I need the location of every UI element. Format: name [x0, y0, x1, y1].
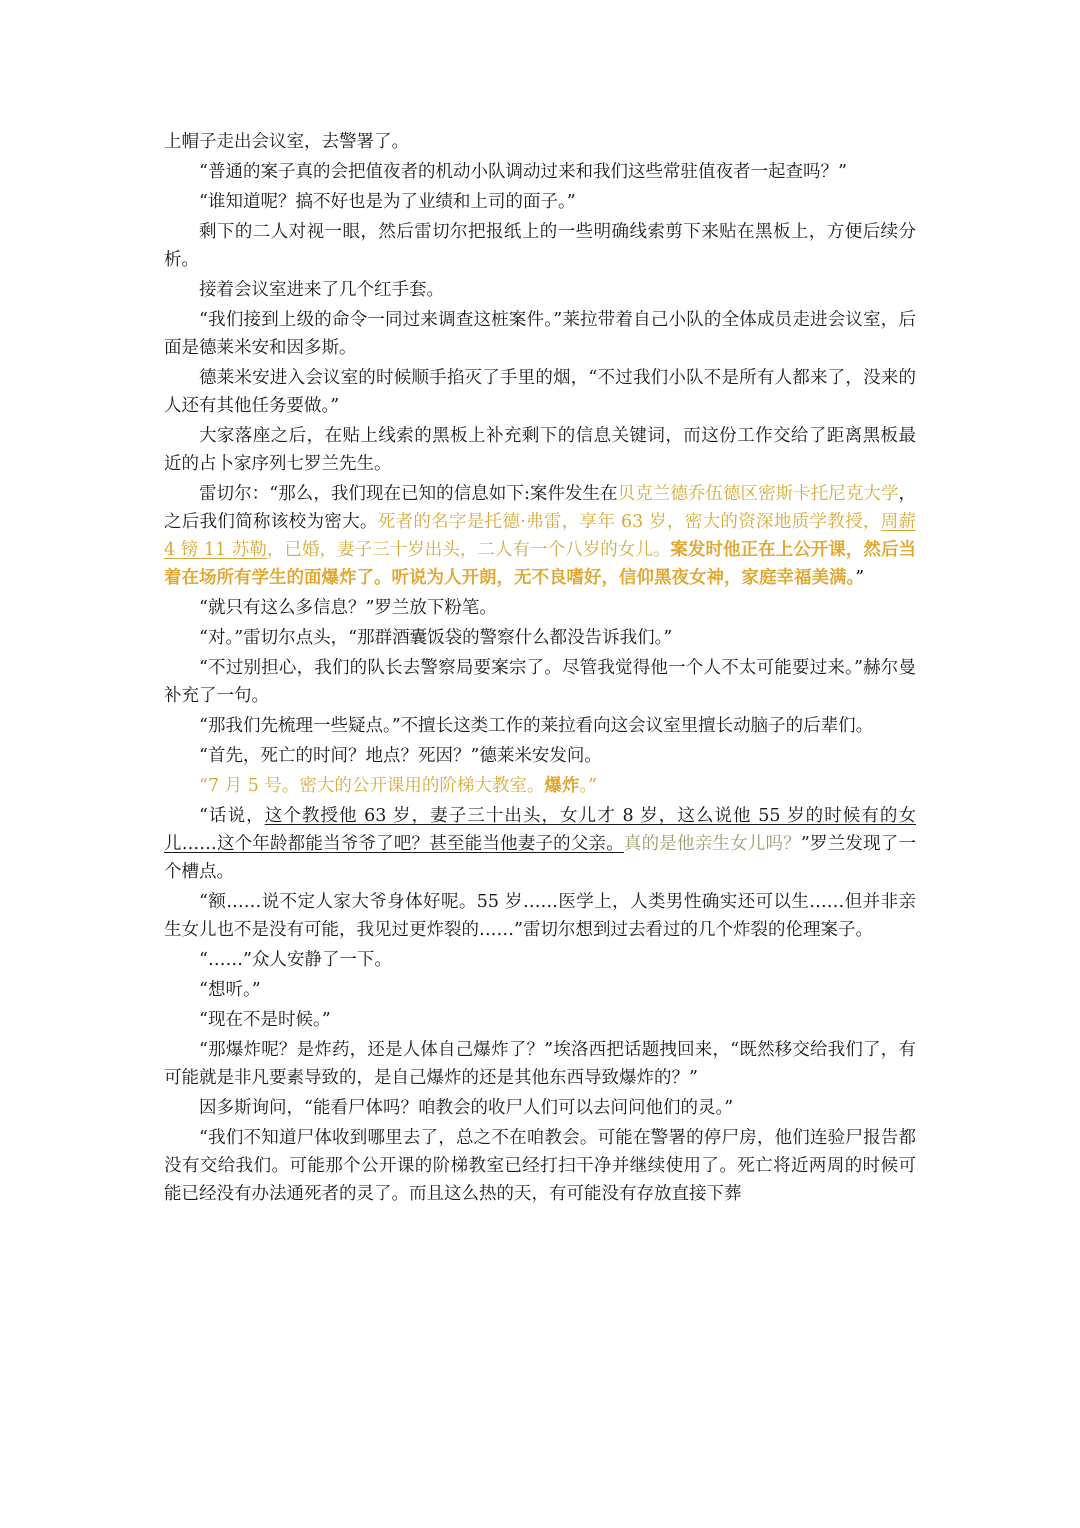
text-run: “现在不是时候。” — [199, 1010, 331, 1030]
highlight-time-place: “7 月 5 号。密大的公开课用的阶梯大教室。 — [199, 776, 545, 796]
highlight-salary: 周薪 4 镑 11 苏勒 — [164, 512, 916, 560]
text-run: “就只有这么多信息？”罗兰放下粉笔。 — [199, 598, 497, 618]
highlight-family: ，已婚，妻子三十岁出头，二人有一个八岁的女儿。 — [266, 540, 671, 560]
text-run: “那我们先梳理一些疑点。”不擅长这类工作的莱拉看向这会议室里擅长动脑子的后辈们。 — [199, 716, 874, 736]
highlight-close: 。” — [579, 776, 598, 796]
paragraph — [164, 976, 916, 1004]
text-run: 雷切尔：“那么，我们现在已知的信息如下:案件发生在 — [199, 484, 618, 504]
text-run: “额……说不定人家大爷身体好呢。55 岁……医学上，人类男性确实还可以生……但并非亲生女儿也不是没有可能，我见过更炸裂的……”雷切尔想到过去看过的几个炸裂的伦理案子。 — [164, 892, 916, 940]
text-run: “话说， — [199, 806, 265, 826]
paragraph-continuation — [164, 128, 916, 156]
text-run: “想听。” — [199, 980, 261, 1000]
text-run: 接着会议室进来了几个红手套。 — [199, 280, 444, 300]
text-run: 因多斯询问，“能看尸体吗？咱教会的收尸人们可以去问问他们的灵。” — [199, 1098, 734, 1118]
paragraph — [164, 158, 916, 186]
paragraph — [164, 1094, 916, 1122]
highlight-location: 贝克兰德乔伍德区密斯卡托尼克大学 — [617, 484, 899, 504]
paragraph — [164, 1124, 916, 1208]
text-run: 剩下的二人对视一眼，然后雷切尔把报纸上的一些明确线索剪下来贴在黑板上，方便后续分析。 — [164, 222, 916, 270]
paragraph-observation — [164, 802, 916, 886]
text-run: 德莱米安进入会议室的时候顺手掐灭了手里的烟，“不过我们小队不是所有人都来了，没来的人还有其他任务要做。” — [164, 368, 916, 416]
paragraph-case-info — [164, 480, 916, 592]
highlight-victim: 死者的名字是托德·弗雷，享年 63 岁，密大的资深地质学教授， — [377, 512, 881, 532]
paragraph — [164, 654, 916, 710]
text-run: “对。”雷切尔点头，“那群酒囊饭袋的警察什么都没告诉我们。” — [199, 628, 673, 648]
text-run: “普通的案子真的会把值夜者的机动小队调动过来和我们这些常驻值夜者一起查吗？” — [199, 162, 847, 182]
text-run: “谁知道呢？搞不好也是为了业绩和上司的面子。” — [199, 192, 576, 212]
text-run: 上帽子走出会议室，去警署了。 — [164, 132, 409, 152]
text-run: “……”众人安静了一下。 — [199, 950, 392, 970]
text-run: “我们接到上级的命令一同过来调查这桩案件。”莱拉带着自己小队的全体成员走进会议室，后面是德莱米安和因多斯。 — [164, 310, 916, 358]
paragraph — [164, 276, 916, 304]
document-page — [164, 128, 916, 1210]
paragraph — [164, 1036, 916, 1092]
paragraph — [164, 364, 916, 420]
text-run: “那爆炸呢？是炸药，还是人体自己爆炸了？”埃洛西把话题拽回来，“既然移交给我们了，有可能就是非凡要素导致的，是自己爆炸的还是其他东西导致爆炸的？” — [164, 1040, 916, 1088]
paragraph — [164, 422, 916, 478]
text-run: ”罗兰发现了一个槽点。 — [164, 834, 916, 882]
text-run: “首先，死亡的时间？地点？死因？”德莱米安发问。 — [199, 746, 602, 766]
paragraph — [164, 888, 916, 944]
paragraph — [164, 188, 916, 216]
paragraph — [164, 306, 916, 362]
paragraph — [164, 712, 916, 740]
highlight-cause: 爆炸 — [544, 776, 580, 796]
text-run: “我们不知道尸体收到哪里去了，总之不在咱教会。可能在警署的停尸房，他们连验尸报告都没有交给我们。可能那个公开课的阶梯教室已经打扫干净并继续使用了。死亡将近两周的时候可能已经没有办法通死者的灵了。而且这么热的天，有可能没有存放直接下葬 — [164, 1128, 916, 1204]
paragraph — [164, 594, 916, 622]
paragraph — [164, 624, 916, 652]
highlight-question: 真的是他亲生女儿吗？ — [623, 834, 801, 854]
paragraph-answer — [164, 772, 916, 800]
paragraph — [164, 946, 916, 974]
underlined-age-note: 这个教授他 63 岁，妻子三十出头，女儿才 8 岁，这么说他 55 岁的时候有的女儿……这个年龄都能当爷爷了吧？甚至能当他妻子的父亲。 — [164, 806, 916, 854]
text-run: “不过别担心，我们的队长去警察局要案宗了。尽管我觉得他一个人不太可能要过来。”赫尔曼补充了一句。 — [164, 658, 916, 706]
text-run: ，之后我们简称该校为密大。 — [164, 484, 916, 532]
paragraph — [164, 1006, 916, 1034]
text-run: 大家落座之后，在贴上线索的黑板上补充剩下的信息关键词，而这份工作交给了距离黑板最近的占卜家序列七罗兰先生。 — [164, 426, 916, 474]
paragraph — [164, 742, 916, 770]
highlight-incident: 案发时他正在上公开课，然后当着在场所有学生的面爆炸了。听说为人开朗，无不良嗜好，信仰黑夜女神，家庭幸福美满。 — [164, 540, 917, 588]
text-run: ” — [855, 568, 865, 588]
paragraph — [164, 218, 916, 274]
